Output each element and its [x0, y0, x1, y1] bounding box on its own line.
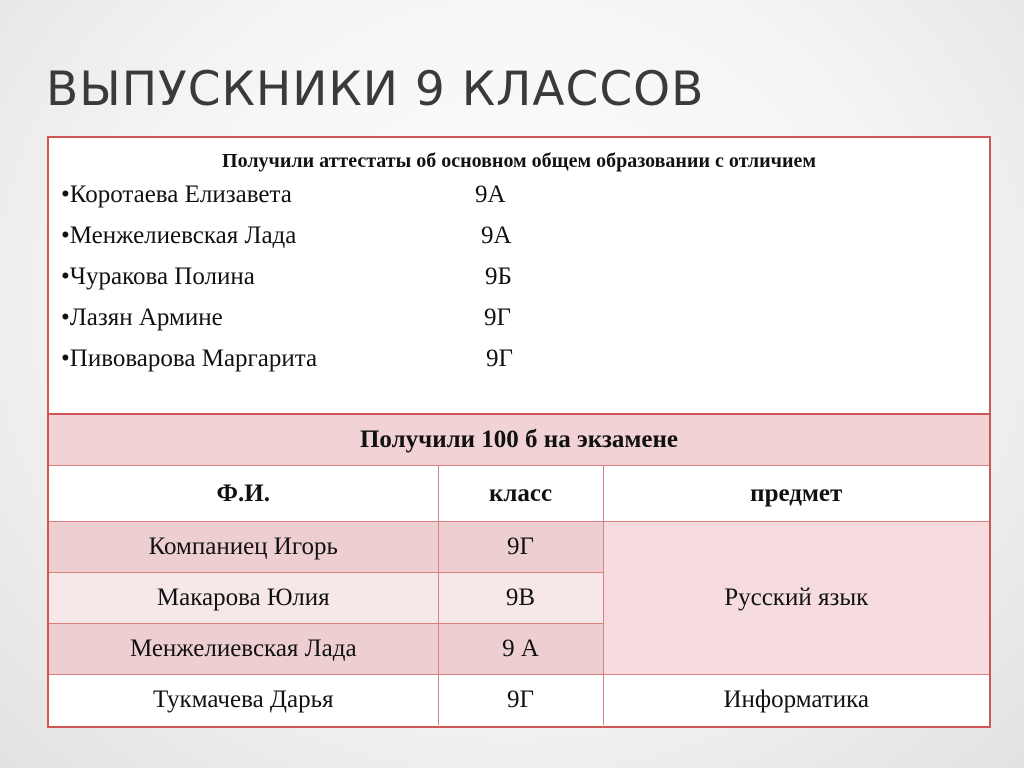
column-header-name: Ф.И.	[49, 466, 438, 522]
student-name: Чуракова Полина	[69, 263, 255, 290]
results-table	[49, 415, 989, 725]
cell-class: 9Г	[438, 522, 603, 573]
student-name: Менжелиевская Лада	[69, 222, 297, 249]
cell-class: 9Г	[438, 675, 603, 726]
cell-subject: Информатика	[603, 675, 989, 726]
cell-subject: Русский язык	[603, 522, 989, 675]
column-header-class: класс	[438, 466, 603, 522]
results-heading-row	[49, 415, 989, 466]
bullet: •	[61, 263, 70, 290]
page-title: ВЫПУСКНИКИ 9 КЛАССОВ	[46, 62, 705, 117]
student-name: Лазян Армине	[69, 304, 223, 331]
bullet: •	[61, 222, 70, 249]
student-name: Пивоварова Маргарита	[69, 345, 318, 372]
table-row	[49, 675, 989, 726]
cell-class: 9В	[438, 573, 603, 624]
cell-name: Компаниец Игорь	[49, 522, 438, 573]
list-item	[61, 221, 989, 262]
honors-section	[49, 138, 989, 415]
column-header-row	[49, 466, 989, 522]
cell-name: Менжелиевская Лада	[49, 624, 438, 675]
cell-name: Тукмачева Дарья	[49, 675, 438, 726]
bullet: •	[61, 181, 70, 208]
bullet: •	[61, 304, 70, 331]
bullet: •	[61, 345, 70, 372]
student-class: 9Г	[486, 345, 513, 372]
list-item	[61, 303, 989, 344]
results-heading: Получили 100 б на экзамене	[49, 415, 989, 466]
honors-heading: Получили аттестаты об основном общем образовании с отличием	[222, 150, 816, 172]
student-class: 9Г	[484, 304, 511, 331]
cell-name: Макарова Юлия	[49, 573, 438, 624]
list-item	[61, 262, 989, 303]
student-name: Коротаева Елизавета	[69, 181, 292, 208]
student-class: 9Б	[485, 263, 512, 290]
cell-class: 9 А	[438, 624, 603, 675]
list-item	[61, 344, 989, 385]
table-row	[49, 522, 989, 573]
student-class: 9А	[481, 222, 512, 249]
honors-list	[49, 180, 989, 385]
content-frame	[47, 136, 991, 728]
column-header-subject: предмет	[603, 466, 989, 522]
student-class: 9А	[475, 181, 506, 208]
list-item	[61, 180, 989, 221]
